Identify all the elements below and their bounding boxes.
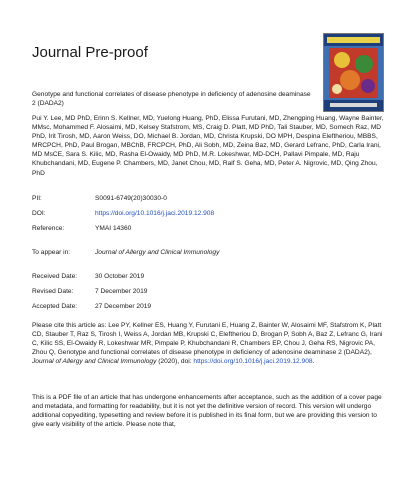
to-appear-label: To appear in: — [32, 249, 71, 256]
citation-journal: Journal of Allergy and Clinical Immunology — [32, 358, 157, 366]
pii-label: PII: — [32, 195, 42, 202]
citation-tail: (2020), doi: — [156, 358, 192, 366]
reference-label: Reference: — [32, 225, 65, 232]
accepted-date-value: 27 December 2019 — [95, 303, 152, 310]
journal-cover-image — [323, 33, 384, 112]
citation-paragraph — [32, 321, 384, 366]
received-date-value: 30 October 2019 — [95, 273, 145, 280]
citation-text: Please cite this article as: Lee PY, Kellner ES, Huang Y, Furutani E, Huang Z, Bainter W, Alosaimi MF, Stafstrom K, Platt CD, Stauber T, Raz S, Tirosh I, Weiss A, Jordan MB, Krupski C, Eleftheriou D, Brogan P, Sobh A, Baz Z, Lefranc G, Irani C, Kilic SS, El-Owaidy R, Lokeshwar MR, Pimpale P, Khubchandani R, Chambers EP, Chou J, Geha RS, Nigrovic PA, Zhou Q, Genotype and functional correlates of disease phenotype in deficiency of adenosine deaminase 2 (DADA2), — [32, 322, 383, 357]
to-appear-journal: Journal of Allergy and Clinical Immunology — [95, 249, 220, 256]
reference-value: YMAI 14360 — [95, 225, 132, 232]
accepted-date-label: Accepted Date: — [32, 303, 78, 310]
citation-end: . — [312, 358, 315, 366]
pdf-notice-paragraph: This is a PDF file of an article that has undergone enhancements after acceptance, such as the addition of a cover page and metadata, and formatting for readability, but it is not yet the definitive version of record. This version will undergo additional copyediting, typesetting and review before it is published in its final form, but we are providing this version to give early visibility of the article. Please note that, — [32, 394, 382, 429]
author-list: Pui Y. Lee, MD PhD, Erinn S. Kellner, MD, Yuelong Huang, PhD, Elissa Furutani, MD, Zhengping Huang, Wayne Bainter, MMsc, Mohammed F. Alosaimi, MD, Kelsey Stafstrom, MS, Craig D. Platt, MD PhD, Tali Stauber, MD, Somech Raz, MD PhD, Irit Tirosh, MD, Aaron Weiss, DO, Michael B. Jordan, MD, Christa Krupski, DO MPH, Despina Eleftheriou, MBBS, MRCPCH, PhD, Paul Brogan, MBChB, FRCPCH, PhD, Ali Sobh, MD, Zeina Baz, MD, Gerard Lefranc, PhD, Carla Irani, MD MsCE, Sara S. Kilic, MD, Rasha El-Owaidy, MD PhD, M.R. Lokeshwar, MD-DCH, Pallavi Pimpale, MD, Raju Khubchandani, MD, Eugene P. Chambers, MD, Janet Chou, MD, Ralf S. Geha, MD, Peter A. Nigrovic, MD, Qing Zhou, PhD — [32, 115, 384, 177]
doi-link[interactable]: https://doi.org/10.1016/j.jaci.2019.12.908 — [95, 210, 215, 217]
revised-date-value: 7 December 2019 — [95, 288, 148, 295]
journal-pre-proof-heading: Journal Pre-proof — [32, 44, 148, 61]
revised-date-label: Revised Date: — [32, 288, 74, 295]
citation-doi-link[interactable]: https://doi.org/10.1016/j.jaci.2019.12.908 — [193, 358, 313, 366]
pii-value: S0091-6749(20)30030-0 — [95, 195, 167, 202]
article-title: Genotype and functional correlates of disease phenotype in deficiency of adenosine deaminase 2 (DADA2) — [32, 91, 311, 108]
doi-label: DOI: — [32, 210, 46, 217]
received-date-label: Received Date: — [32, 273, 78, 280]
